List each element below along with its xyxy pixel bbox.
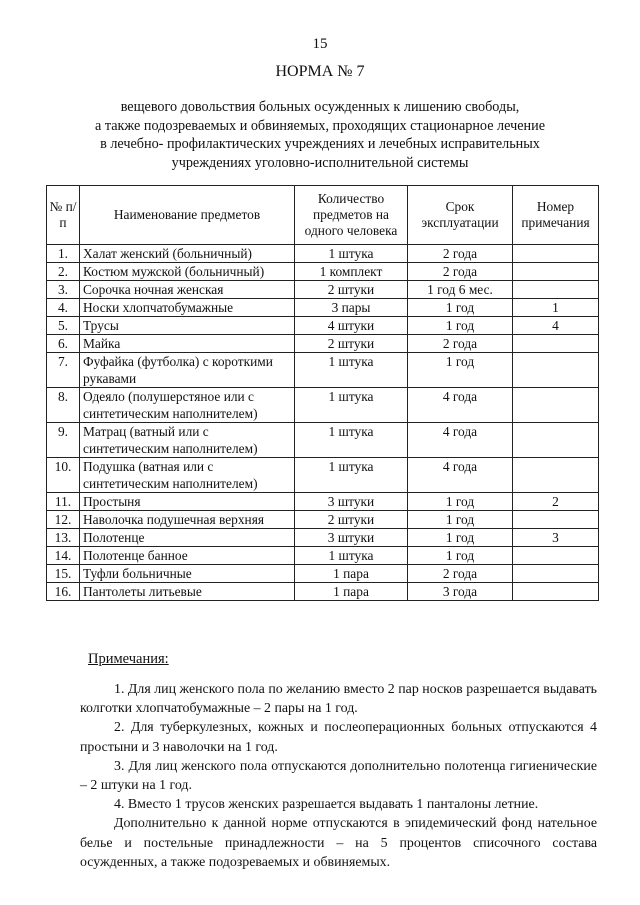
row-qty: 2 штуки bbox=[295, 511, 408, 529]
header-term: Срок эксплуатации bbox=[408, 186, 513, 245]
row-qty: 1 штука bbox=[295, 423, 408, 458]
row-term: 1 год 6 мес. bbox=[408, 281, 513, 299]
row-term: 1 год bbox=[408, 511, 513, 529]
row-term: 1 год bbox=[408, 299, 513, 317]
table-row bbox=[47, 263, 599, 281]
row-num: 3. bbox=[47, 281, 80, 299]
row-num: 15. bbox=[47, 565, 80, 583]
note-item: 3. Для лиц женского пола отпускаются дополнительно полотенца гигиенические – 2 штуки на 1 год. bbox=[80, 758, 597, 794]
row-qty: 1 пара bbox=[295, 565, 408, 583]
row-qty: 3 штуки bbox=[295, 493, 408, 511]
row-term: 2 года bbox=[408, 245, 513, 263]
table-row bbox=[47, 299, 599, 317]
table-header-row bbox=[47, 186, 599, 245]
table-row bbox=[47, 423, 599, 458]
row-term: 2 года bbox=[408, 335, 513, 353]
row-term: 3 года bbox=[408, 583, 513, 601]
row-name: Полотенце bbox=[80, 529, 295, 547]
row-qty: 3 штуки bbox=[295, 529, 408, 547]
row-note bbox=[513, 335, 599, 353]
row-qty: 3 пары bbox=[295, 299, 408, 317]
note-item: Дополнительно к данной норме отпускаются в эпидемический фонд нательное белье и постельные принадлежности – на 5 процентов списочного состава осужденных, а также подозреваемых и обвиняемых. bbox=[80, 816, 597, 870]
table-row bbox=[47, 335, 599, 353]
subtitle-line: учреждениях уголовно-исполнительной системы bbox=[171, 154, 469, 171]
row-num: 11. bbox=[47, 493, 80, 511]
row-name: Матрац (ватный или с синтетическим наполнителем) bbox=[80, 423, 295, 458]
row-note: 3 bbox=[513, 529, 599, 547]
table-row bbox=[47, 547, 599, 565]
note-item: 4. Вместо 1 трусов женских разрешается выдавать 1 панталоны летние. bbox=[114, 797, 539, 813]
table-row bbox=[47, 529, 599, 547]
row-qty: 1 штука bbox=[295, 547, 408, 565]
row-num: 9. bbox=[47, 423, 80, 458]
row-qty: 1 штука bbox=[295, 458, 408, 493]
row-num: 6. bbox=[47, 335, 80, 353]
table-row bbox=[47, 281, 599, 299]
row-name: Пантолеты литьевые bbox=[80, 583, 295, 601]
notes-heading-text: Примечания bbox=[88, 651, 165, 667]
row-name: Наволочка подушечная верхняя bbox=[80, 511, 295, 529]
page-number: 15 bbox=[312, 36, 328, 52]
row-note bbox=[513, 423, 599, 458]
document-title: НОРМА № 7 bbox=[275, 63, 365, 80]
subtitle-line: в лечебно- профилактических учреждениях и лечебных исправительных bbox=[100, 136, 540, 152]
row-note bbox=[513, 353, 599, 388]
row-qty: 4 штуки bbox=[295, 317, 408, 335]
row-note bbox=[513, 511, 599, 529]
norm-table bbox=[46, 185, 599, 601]
row-name: Подушка (ватная или с синтетическим наполнителем) bbox=[80, 458, 295, 493]
notes-heading bbox=[88, 651, 169, 668]
row-note: 4 bbox=[513, 317, 599, 335]
row-name: Простыня bbox=[80, 493, 295, 511]
row-num: 1. bbox=[47, 245, 80, 263]
document-subtitle bbox=[40, 98, 600, 172]
row-name: Одеяло (полушерстяное или с синтетическим наполнителем) bbox=[80, 388, 295, 423]
row-num: 7. bbox=[47, 353, 80, 388]
row-term: 1 год bbox=[408, 547, 513, 565]
row-note bbox=[513, 388, 599, 423]
row-name: Фуфайка (футболка) с короткими рукавами bbox=[80, 353, 295, 388]
header-name: Наименование предметов bbox=[80, 186, 295, 245]
table-row bbox=[47, 511, 599, 529]
row-qty: 1 штука bbox=[295, 353, 408, 388]
row-num: 14. bbox=[47, 547, 80, 565]
notes-body bbox=[80, 680, 597, 872]
row-qty: 1 штука bbox=[295, 245, 408, 263]
header-qty: Количество предметов на одного человека bbox=[295, 186, 408, 245]
row-term: 2 года bbox=[408, 565, 513, 583]
table-row bbox=[47, 583, 599, 601]
table-row bbox=[47, 317, 599, 335]
table-row bbox=[47, 353, 599, 388]
table-row bbox=[47, 493, 599, 511]
note-item: 1. Для лиц женского пола по желанию вместо 2 пар носков разрешается выдавать колготки хлопчатобумажные – 2 пары на 1 год. bbox=[80, 682, 597, 717]
row-note bbox=[513, 458, 599, 493]
row-name: Сорочка ночная женская bbox=[80, 281, 295, 299]
row-term: 4 года bbox=[408, 423, 513, 458]
row-qty: 1 пара bbox=[295, 583, 408, 601]
row-term: 1 год bbox=[408, 529, 513, 547]
row-num: 5. bbox=[47, 317, 80, 335]
table-row bbox=[47, 245, 599, 263]
subtitle-line: вещевого довольствия больных осужденных к лишению свободы, bbox=[120, 99, 520, 115]
row-term: 4 года bbox=[408, 458, 513, 493]
row-num: 2. bbox=[47, 263, 80, 281]
header-num: № п/п bbox=[47, 186, 80, 245]
row-term: 1 год bbox=[408, 493, 513, 511]
row-term: 1 год bbox=[408, 317, 513, 335]
subtitle-line: а также подозреваемых и обвиняемых, проходящих стационарное лечение bbox=[94, 117, 545, 134]
row-name: Халат женский (больничный) bbox=[80, 245, 295, 263]
table-row bbox=[47, 565, 599, 583]
row-note bbox=[513, 565, 599, 583]
row-name: Носки хлопчатобумажные bbox=[80, 299, 295, 317]
row-note: 1 bbox=[513, 299, 599, 317]
row-name: Трусы bbox=[80, 317, 295, 335]
row-term: 2 года bbox=[408, 263, 513, 281]
note-item: 2. Для туберкулезных, кожных и послеоперационных больных отпускаются 4 простыни и 3 наволочки на 1 год. bbox=[80, 720, 597, 755]
row-num: 13. bbox=[47, 529, 80, 547]
row-note: 2 bbox=[513, 493, 599, 511]
row-note bbox=[513, 245, 599, 263]
row-note bbox=[513, 263, 599, 281]
row-num: 10. bbox=[47, 458, 80, 493]
row-qty: 1 штука bbox=[295, 388, 408, 423]
row-num: 8. bbox=[47, 388, 80, 423]
row-note bbox=[513, 583, 599, 601]
notes-heading-colon: : bbox=[164, 651, 169, 667]
row-name: Костюм мужской (больничный) bbox=[80, 263, 295, 281]
row-note bbox=[513, 281, 599, 299]
row-num: 16. bbox=[47, 583, 80, 601]
row-note bbox=[513, 547, 599, 565]
row-term: 1 год bbox=[408, 353, 513, 388]
row-qty: 2 штуки bbox=[295, 281, 408, 299]
header-note: Номер примечания bbox=[513, 186, 599, 245]
row-name: Туфли больничные bbox=[80, 565, 295, 583]
row-num: 4. bbox=[47, 299, 80, 317]
row-name: Полотенце банное bbox=[80, 547, 295, 565]
row-name: Майка bbox=[80, 335, 295, 353]
row-qty: 2 штуки bbox=[295, 335, 408, 353]
row-num: 12. bbox=[47, 511, 80, 529]
table-row bbox=[47, 388, 599, 423]
table-row bbox=[47, 458, 599, 493]
row-term: 4 года bbox=[408, 388, 513, 423]
row-qty: 1 комплект bbox=[295, 263, 408, 281]
